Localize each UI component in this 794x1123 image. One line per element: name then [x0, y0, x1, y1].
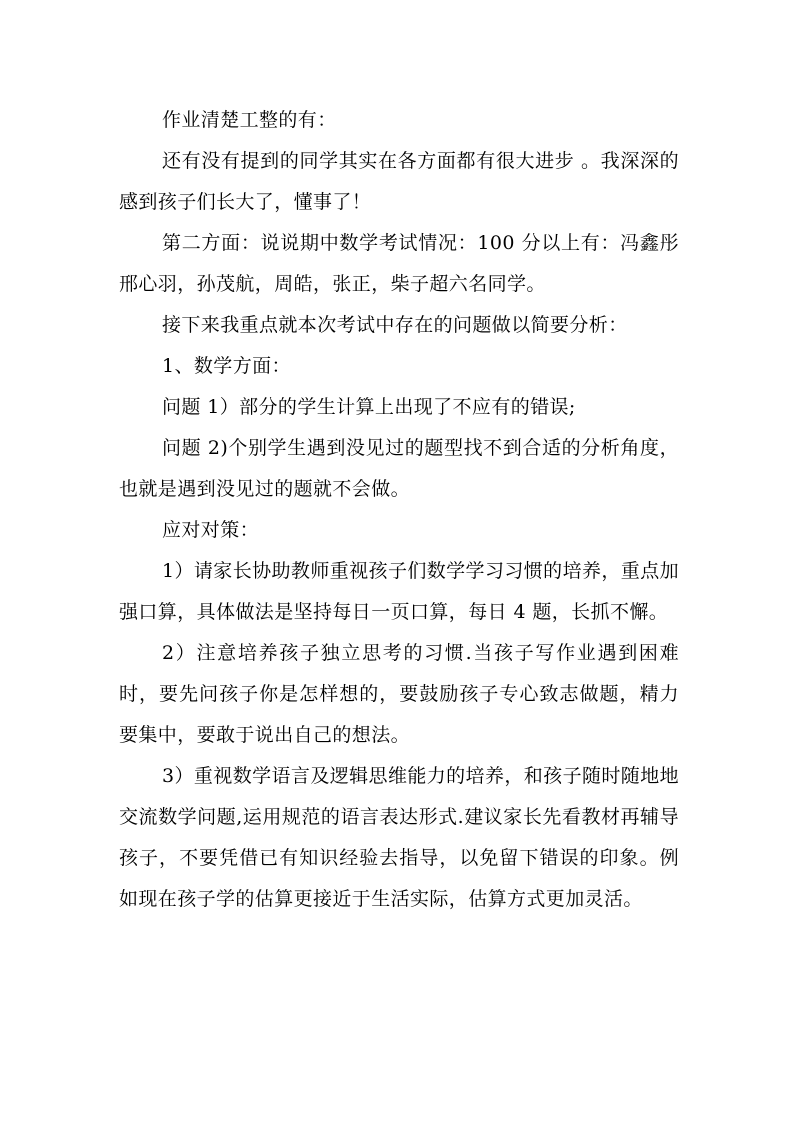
paragraph-homework-neat: 作业清楚工整的有： — [162, 109, 337, 131]
paragraph-measure-3: 3）重视数学语言及逻辑思维能力的培养，和孩子随时随地地交流数学问题,运用规范的语言表达形式.建议家长先看教材再辅导孩子，不要凭借已有知识经验去指导，以免留下错误的印象。例如现在孩子学的估算更接近于生活实际，估算方式更加灵活。 — [119, 765, 679, 910]
paragraph-progress: 还有没有提到的同学其实在各方面都有很大进步 。我深深的感到孩子们长大了，懂事了！ — [119, 150, 679, 213]
paragraph-exam-results: 第二方面：说说期中数学考试情况：100 分以上有：冯鑫彤邢心羽，孙茂航，周皓，张正，柴子超六名同学。 — [119, 232, 679, 295]
paragraph-problem-1: 问题 1）部分的学生计算上出现了不应有的错误; — [162, 396, 576, 418]
paragraph-measure-2: 2）注意培养孩子独立思考的习惯.当孩子写作业遇到困难时，要先问孩子你是怎样想的，要鼓励孩子专心致志做题，精力要集中，要敢于说出自己的想法。 — [119, 642, 679, 746]
paragraph-problem-2: 问题 2)个别学生遇到没见过的题型找不到合适的分析角度，也就是遇到没见过的题就不会做。 — [119, 437, 679, 500]
document-body — [119, 100, 679, 920]
paragraph-countermeasures-heading: 应对对策： — [162, 519, 260, 541]
paragraph-math-heading: 1、数学方面： — [162, 355, 291, 377]
paragraph-measure-1: 1）请家长协助教师重视孩子们数学学习习惯的培养，重点加强口算，具体做法是坚持每日一页口算，每日 4 题，长抓不懈。 — [119, 560, 679, 623]
paragraph-analysis-intro: 接下来我重点就本次考试中存在的问题做以简要分析： — [162, 314, 628, 336]
